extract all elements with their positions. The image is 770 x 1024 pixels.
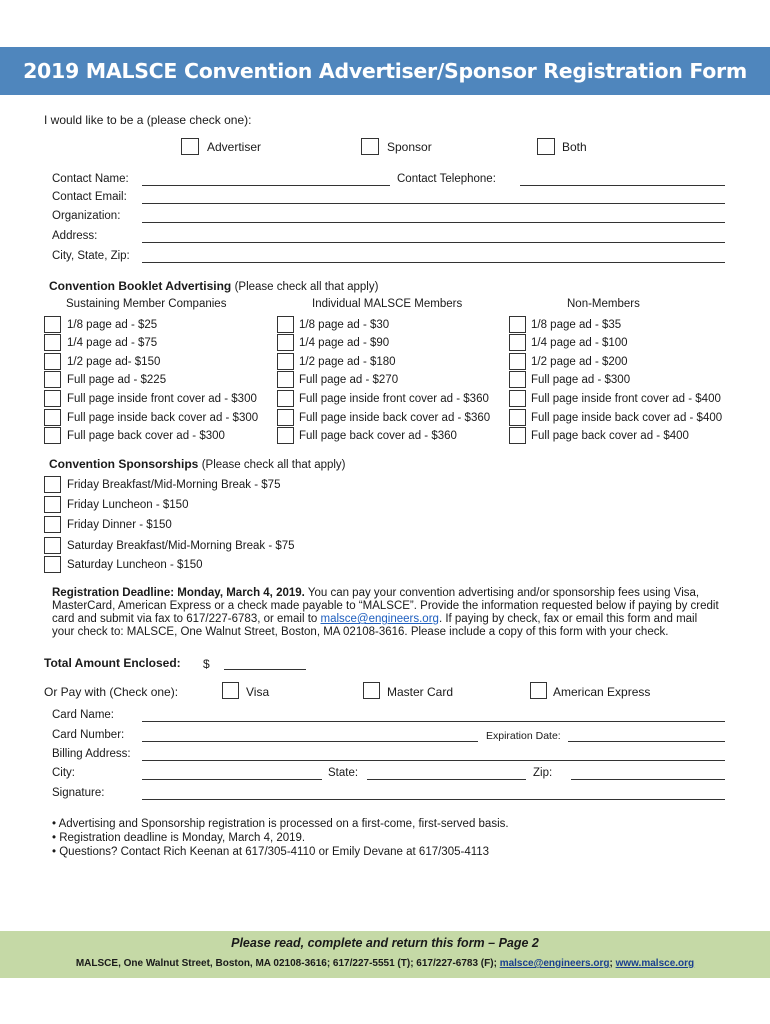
sustaining-option-checkbox[interactable] (44, 334, 61, 351)
sponsorship-checkbox[interactable] (44, 476, 61, 493)
total-amount-label: Total Amount Enclosed: (44, 656, 181, 670)
booklet-title: Convention Booklet Advertising (49, 279, 232, 293)
individual-option-checkbox[interactable] (277, 316, 294, 333)
sponsor-checkbox[interactable] (361, 138, 379, 155)
nonmember-option-checkbox[interactable] (509, 334, 526, 351)
sponsor-label: Sponsor (387, 140, 432, 154)
individual-option-label: Full page back cover ad - $360 (299, 430, 457, 442)
sponsorship-checkbox[interactable] (44, 556, 61, 573)
page-title: 2019 MALSCE Convention Advertiser/Sponsor Registration Form (0, 47, 770, 95)
column-header-sustaining: Sustaining Member Companies (66, 298, 227, 310)
footer-address: MALSCE, One Walnut Street, Boston, MA 02108-3616; 617/227-5551 (T); 617/227-6783 (F); (75, 958, 500, 969)
sustaining-option-checkbox[interactable] (44, 316, 61, 333)
sustaining-option-label: Full page back cover ad - $300 (67, 430, 225, 442)
card-number-label: Card Number: (52, 729, 125, 741)
nonmember-option-checkbox[interactable] (509, 316, 526, 333)
individual-option-label: Full page inside back cover ad - $360 (299, 412, 491, 424)
contact-telephone-label: Contact Telephone: (397, 173, 496, 185)
footer-contact-line (0, 958, 770, 969)
contact-email-label: Contact Email: (52, 191, 127, 203)
nonmember-option-label: Full page inside front cover ad - $400 (531, 393, 721, 405)
deadline-text-continued: . If paying by check, fax or email this form and mail your check to: MALSCE, One Walnut Street, Boston, MA 02108-3616. Please include a copy of this form with your check. (52, 613, 698, 638)
sponsorship-label: Friday Dinner - $150 (67, 519, 172, 531)
organization-field[interactable] (142, 222, 725, 223)
contact-name-label: Contact Name: (52, 173, 129, 185)
city-state-zip-field[interactable] (142, 262, 725, 263)
nonmember-option-label: Full page back cover ad - $400 (531, 430, 689, 442)
footer-website-link[interactable]: www.malsce.org (615, 958, 695, 969)
footer-tagline: Please read, complete and return this form – Page 2 (231, 936, 539, 950)
city-state-zip-label: City, State, Zip: (52, 250, 130, 262)
nonmember-option-checkbox[interactable] (509, 371, 526, 388)
both-checkbox[interactable] (537, 138, 555, 155)
individual-option-checkbox[interactable] (277, 427, 294, 444)
nonmember-option-label: Full page inside back cover ad - $400 (531, 412, 723, 424)
city-field[interactable] (142, 779, 322, 780)
booklet-note: (Please check all that apply) (234, 281, 379, 293)
sponsorship-checkbox[interactable] (44, 516, 61, 533)
note-item (52, 817, 509, 831)
individual-option-label: Full page ad - $270 (299, 374, 399, 386)
footer-band (0, 931, 770, 978)
individual-option-checkbox[interactable] (277, 409, 294, 426)
deadline-text: You can pay your convention advertising and/or sponsorship fees using Visa, MasterCard, American Express or a check made payable to “MALSCE”. Provide the information requested below if paying by credit card and submit via fax to 617/227-6783, or email to (52, 587, 719, 625)
individual-option-label: 1/2 page ad - $180 (299, 356, 396, 368)
sustaining-option-checkbox[interactable] (44, 353, 61, 370)
bullet-icon: • (52, 832, 60, 844)
state-label: State: (328, 767, 359, 779)
sustaining-option-label: 1/2 page ad- $150 (67, 356, 161, 368)
individual-option-checkbox[interactable] (277, 371, 294, 388)
bullet-icon: • (52, 818, 59, 830)
address-field[interactable] (142, 242, 725, 243)
nonmember-option-checkbox[interactable] (509, 353, 526, 370)
total-amount-field[interactable] (224, 669, 306, 670)
sponsorships-heading (49, 457, 346, 472)
expiration-field[interactable] (568, 741, 725, 742)
sponsorship-checkbox[interactable] (44, 496, 61, 513)
column-header-nonmembers: Non-Members (567, 298, 640, 310)
mastercard-label: Master Card (387, 685, 454, 699)
individual-option-label: 1/8 page ad - $30 (299, 319, 390, 331)
visa-checkbox[interactable] (222, 682, 239, 699)
address-label: Address: (52, 230, 98, 242)
nonmember-option-label: Full page ad - $300 (531, 374, 631, 386)
billing-address-field[interactable] (142, 760, 725, 761)
card-number-field[interactable] (142, 741, 478, 742)
advertiser-label: Advertiser (207, 140, 262, 154)
amex-checkbox[interactable] (530, 682, 547, 699)
nonmember-option-checkbox[interactable] (509, 390, 526, 407)
state-field[interactable] (367, 779, 526, 780)
deadline-email-link[interactable]: malsce@engineers.org (320, 613, 439, 625)
sustaining-option-label: Full page inside back cover ad - $300 (67, 412, 259, 424)
individual-option-label: Full page inside front cover ad - $360 (299, 393, 489, 405)
sponsorship-checkbox[interactable] (44, 537, 61, 554)
nonmember-option-checkbox[interactable] (509, 427, 526, 444)
city-label: City: (52, 767, 75, 779)
individual-option-checkbox[interactable] (277, 390, 294, 407)
note-text: Advertising and Sponsorship registration is processed on a first-come, first-served basis. (58, 818, 509, 830)
zip-label: Zip: (533, 767, 553, 779)
visa-label: Visa (246, 685, 270, 699)
mastercard-checkbox[interactable] (363, 682, 380, 699)
both-label: Both (562, 140, 587, 154)
sustaining-option-label: 1/8 page ad - $25 (67, 319, 158, 331)
nonmember-option-checkbox[interactable] (509, 409, 526, 426)
individual-option-checkbox[interactable] (277, 334, 294, 351)
sustaining-option-checkbox[interactable] (44, 409, 61, 426)
sustaining-option-label: 1/4 page ad - $75 (67, 337, 158, 349)
individual-option-label: 1/4 page ad - $90 (299, 337, 390, 349)
sustaining-option-checkbox[interactable] (44, 390, 61, 407)
sponsorship-label: Friday Luncheon - $150 (67, 499, 189, 511)
sustaining-option-checkbox[interactable] (44, 427, 61, 444)
note-text: Registration deadline is Monday, March 4, 2019. (59, 832, 306, 844)
bullet-icon: • (52, 846, 60, 858)
sponsorship-label: Saturday Breakfast/Mid-Morning Break - $75 (67, 540, 295, 552)
sustaining-option-checkbox[interactable] (44, 371, 61, 388)
footer-separator: ; (609, 958, 616, 969)
contact-name-field[interactable] (142, 185, 390, 186)
currency-symbol: $ (203, 657, 210, 671)
sponsorship-label: Saturday Luncheon - $150 (67, 559, 203, 571)
contact-telephone-field[interactable] (520, 185, 725, 186)
billing-address-label: Billing Address: (52, 748, 131, 760)
deadline-paragraph (52, 587, 722, 639)
nonmember-option-label: 1/4 page ad - $100 (531, 337, 628, 349)
card-name-label: Card Name: (52, 709, 114, 721)
booklet-heading (49, 279, 378, 294)
footer-email-link[interactable]: malsce@engineers.org (499, 958, 610, 969)
sustaining-option-label: Full page inside front cover ad - $300 (67, 393, 257, 405)
amex-label: American Express (553, 685, 651, 699)
individual-option-checkbox[interactable] (277, 353, 294, 370)
sustaining-option-label: Full page ad - $225 (67, 374, 167, 386)
role-prompt: I would like to be a (please check one): (44, 113, 252, 127)
contact-email-field[interactable] (142, 203, 725, 204)
deadline-bold: Registration Deadline: Monday, March 4, 2019. (52, 587, 305, 599)
sponsorship-label: Friday Breakfast/Mid-Morning Break - $75 (67, 479, 281, 491)
note-item (52, 831, 305, 845)
pay-with-label: Or Pay with (Check one): (44, 685, 179, 699)
column-header-individual: Individual MALSCE Members (312, 298, 463, 310)
signature-label: Signature: (52, 787, 105, 799)
nonmember-option-label: 1/8 page ad - $35 (531, 319, 622, 331)
sponsorships-title: Convention Sponsorships (49, 457, 199, 471)
note-text: Questions? Contact Rich Keenan at 617/305-4110 or Emily Devane at 617/305-4113 (59, 846, 490, 858)
note-item (52, 845, 489, 859)
sponsorships-note: (Please check all that apply) (201, 459, 346, 471)
advertiser-checkbox[interactable] (181, 138, 199, 155)
nonmember-option-label: 1/2 page ad - $200 (531, 356, 628, 368)
organization-label: Organization: (52, 210, 121, 222)
expiration-label: Expiration Date: (486, 730, 561, 742)
card-name-field[interactable] (142, 721, 725, 722)
signature-field[interactable] (142, 799, 725, 800)
zip-field[interactable] (571, 779, 725, 780)
